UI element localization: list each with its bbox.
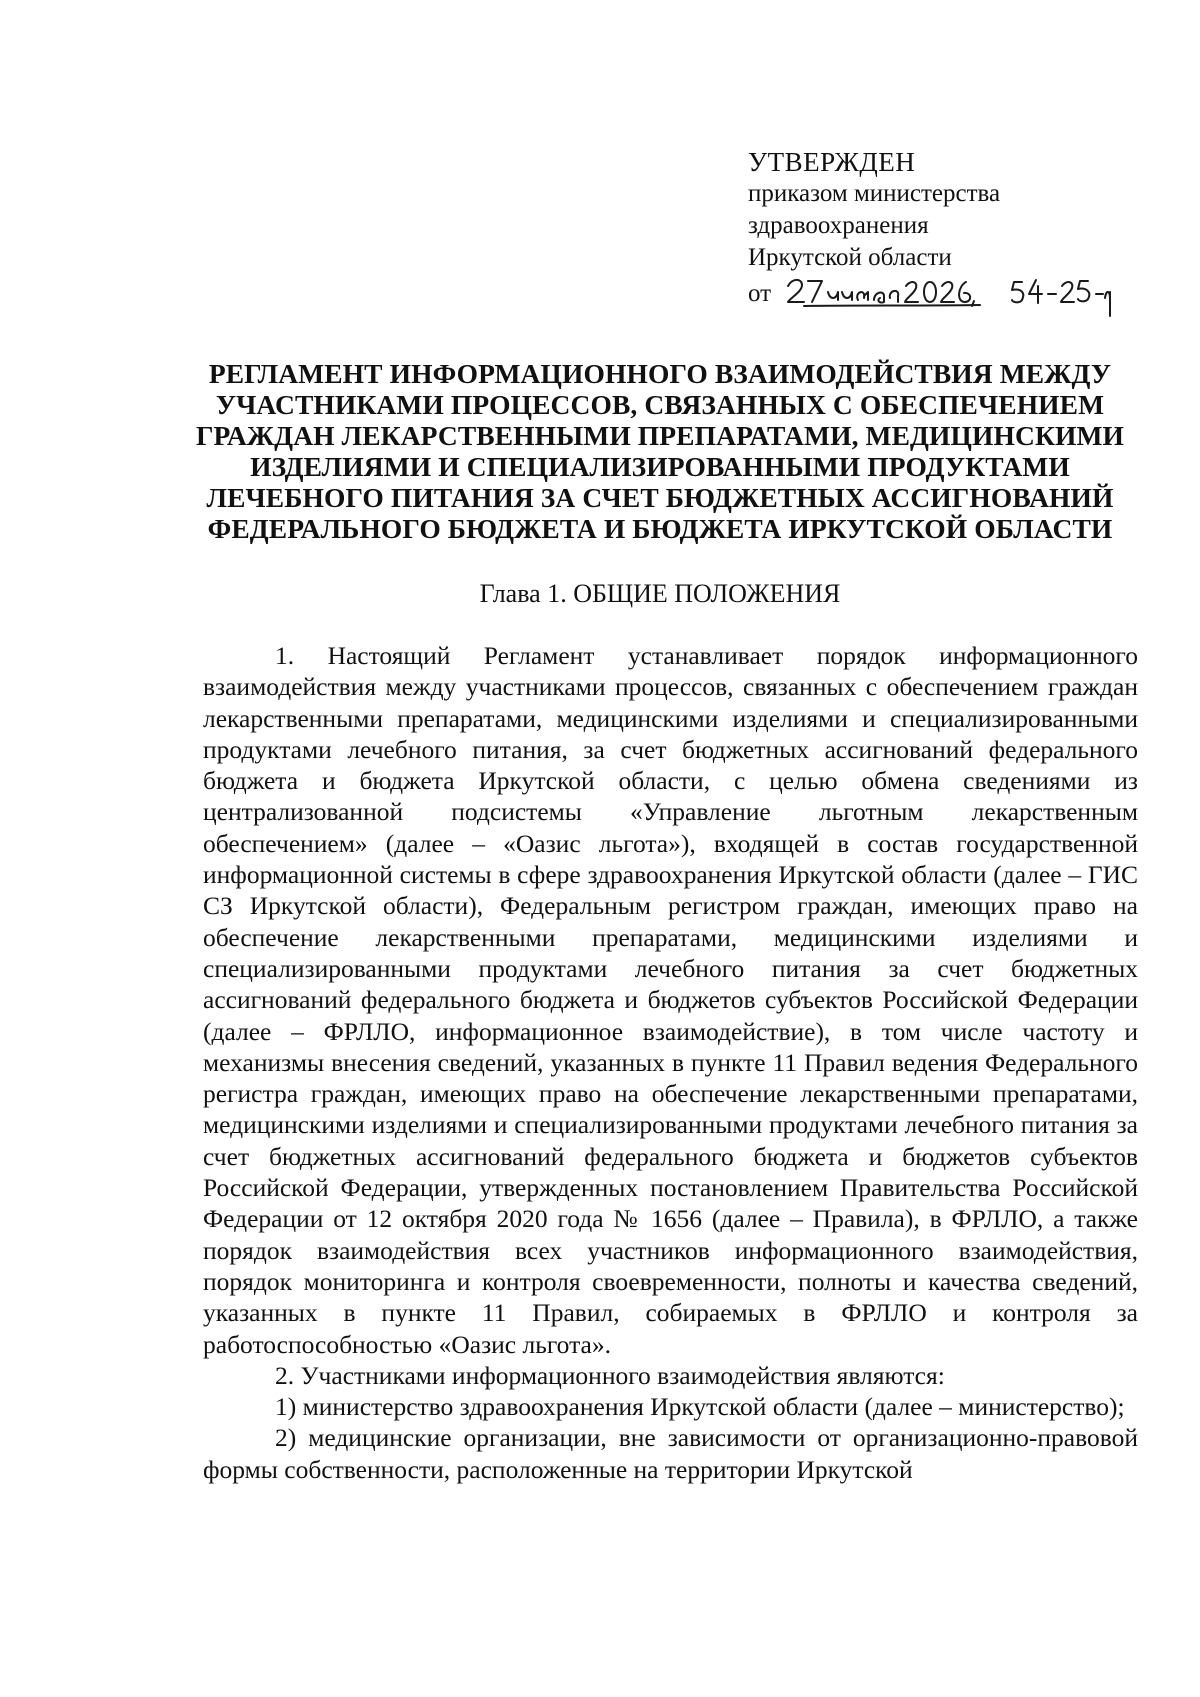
chapter-heading: Глава 1. ОБЩИЕ ПОЛОЖЕНИЯ xyxy=(479,579,841,608)
approval-ot-label: от xyxy=(748,280,772,307)
paragraph-1: 1. Настоящий Регламент устанавливает порядок информационного взаимодействия между участниками процессов, связанных с обеспечением граждан лекарственными препаратами, медицинскими изделиями и специализированными продуктами лечебного питания, за счет бюджетных ассигнований федерального бюджета и бюджета Иркутской области, с целью обмена сведениями из централизованной подсистемы «Управление льготным лекарственным обеспечением» (далее – «Оазис льгота»), входящей в состав государственной информационной системы в сфере здравоохранения Иркутской области (далее – ГИС СЗ Иркутской области), Федеральным регистром граждан, имеющих право на обеспечение лекарственными препаратами, медицинскими изделиями и специализированными продуктами лечебного питания за счет бюджетных ассигнований федерального бюджета и бюджетов субъектов Российской Федерации (далее – ФРЛЛО, информационное взаимодействие), в том числе частоту и механизмы внесения сведений, указанных в пункте 11 Правил ведения Федерального регистра граждан, имеющих право на обеспечение лекарственными препаратами, медицинскими изделиями и специализированными продуктами лечебного питания за счет бюджетных ассигнований федерального бюджета и бюджетов субъектов Российской Федерации, утвержденных постановлением Правительства Российской Федерации от 12 октября 2020 года № 1656 (далее – Правила), в ФРЛЛО, а также порядок взаимодействия всех участников информационного взаимодействия, порядок мониторинга и контроля своевременности, полноты и качества сведений, указанных в пункте 11 Правил, собираемых в ФРЛЛО и контроля за работоспособностью «Оазис льгота». xyxy=(203,641,1138,1359)
document-title xyxy=(190,358,1130,544)
approval-line-health: здравоохранения xyxy=(748,212,929,239)
handwritten-date-signature xyxy=(784,268,1114,320)
document-body xyxy=(203,640,1138,1485)
title-line: ГРАЖДАН ЛЕКАРСТВЕННЫМИ ПРЕПАРАТАМИ, МЕДИЦИНСКИМИ xyxy=(195,420,1125,451)
title-line: ИЗДЕЛИЯМИ И СПЕЦИАЛИЗИРОВАННЫМИ ПРОДУКТАМИ xyxy=(250,451,1070,482)
title-line: ФЕДЕРАЛЬНОГО БЮДЖЕТА И БЮДЖЕТА ИРКУТСКОЙ ОБЛАСТИ xyxy=(207,513,1113,544)
paragraph-2: 2. Участниками информационного взаимодействия являются: xyxy=(275,1360,945,1390)
paragraph-2-item-2: 2) медицинские организации, вне зависимости от организационно-правовой формы собственности, расположенные на территории Иркутской xyxy=(203,1423,1138,1484)
title-line: ЛЕЧЕБНОГО ПИТАНИЯ ЗА СЧЕТ БЮДЖЕТНЫХ АССИГНОВАНИЙ xyxy=(206,482,1114,513)
paragraph-2-item-1: 1) министерство здравоохранения Иркутской области (далее – министерство); xyxy=(275,1392,1125,1422)
title-line: УЧАСТНИКАМИ ПРОЦЕССОВ, СВЯЗАННЫХ С ОБЕСПЕЧЕНИЕМ xyxy=(215,389,1105,420)
approval-line-ministry: приказом министерства xyxy=(748,180,1001,207)
approval-date-number xyxy=(748,274,1148,312)
approved-heading: УТВЕРЖДЕН xyxy=(748,147,916,177)
approval-block xyxy=(748,146,1148,312)
approval-line-region: Иркутской области xyxy=(748,244,952,271)
title-line: РЕГЛАМЕНТ ИНФОРМАЦИОННОГО ВЗАИМОДЕЙСТВИЯ МЕЖДУ xyxy=(208,358,1112,389)
